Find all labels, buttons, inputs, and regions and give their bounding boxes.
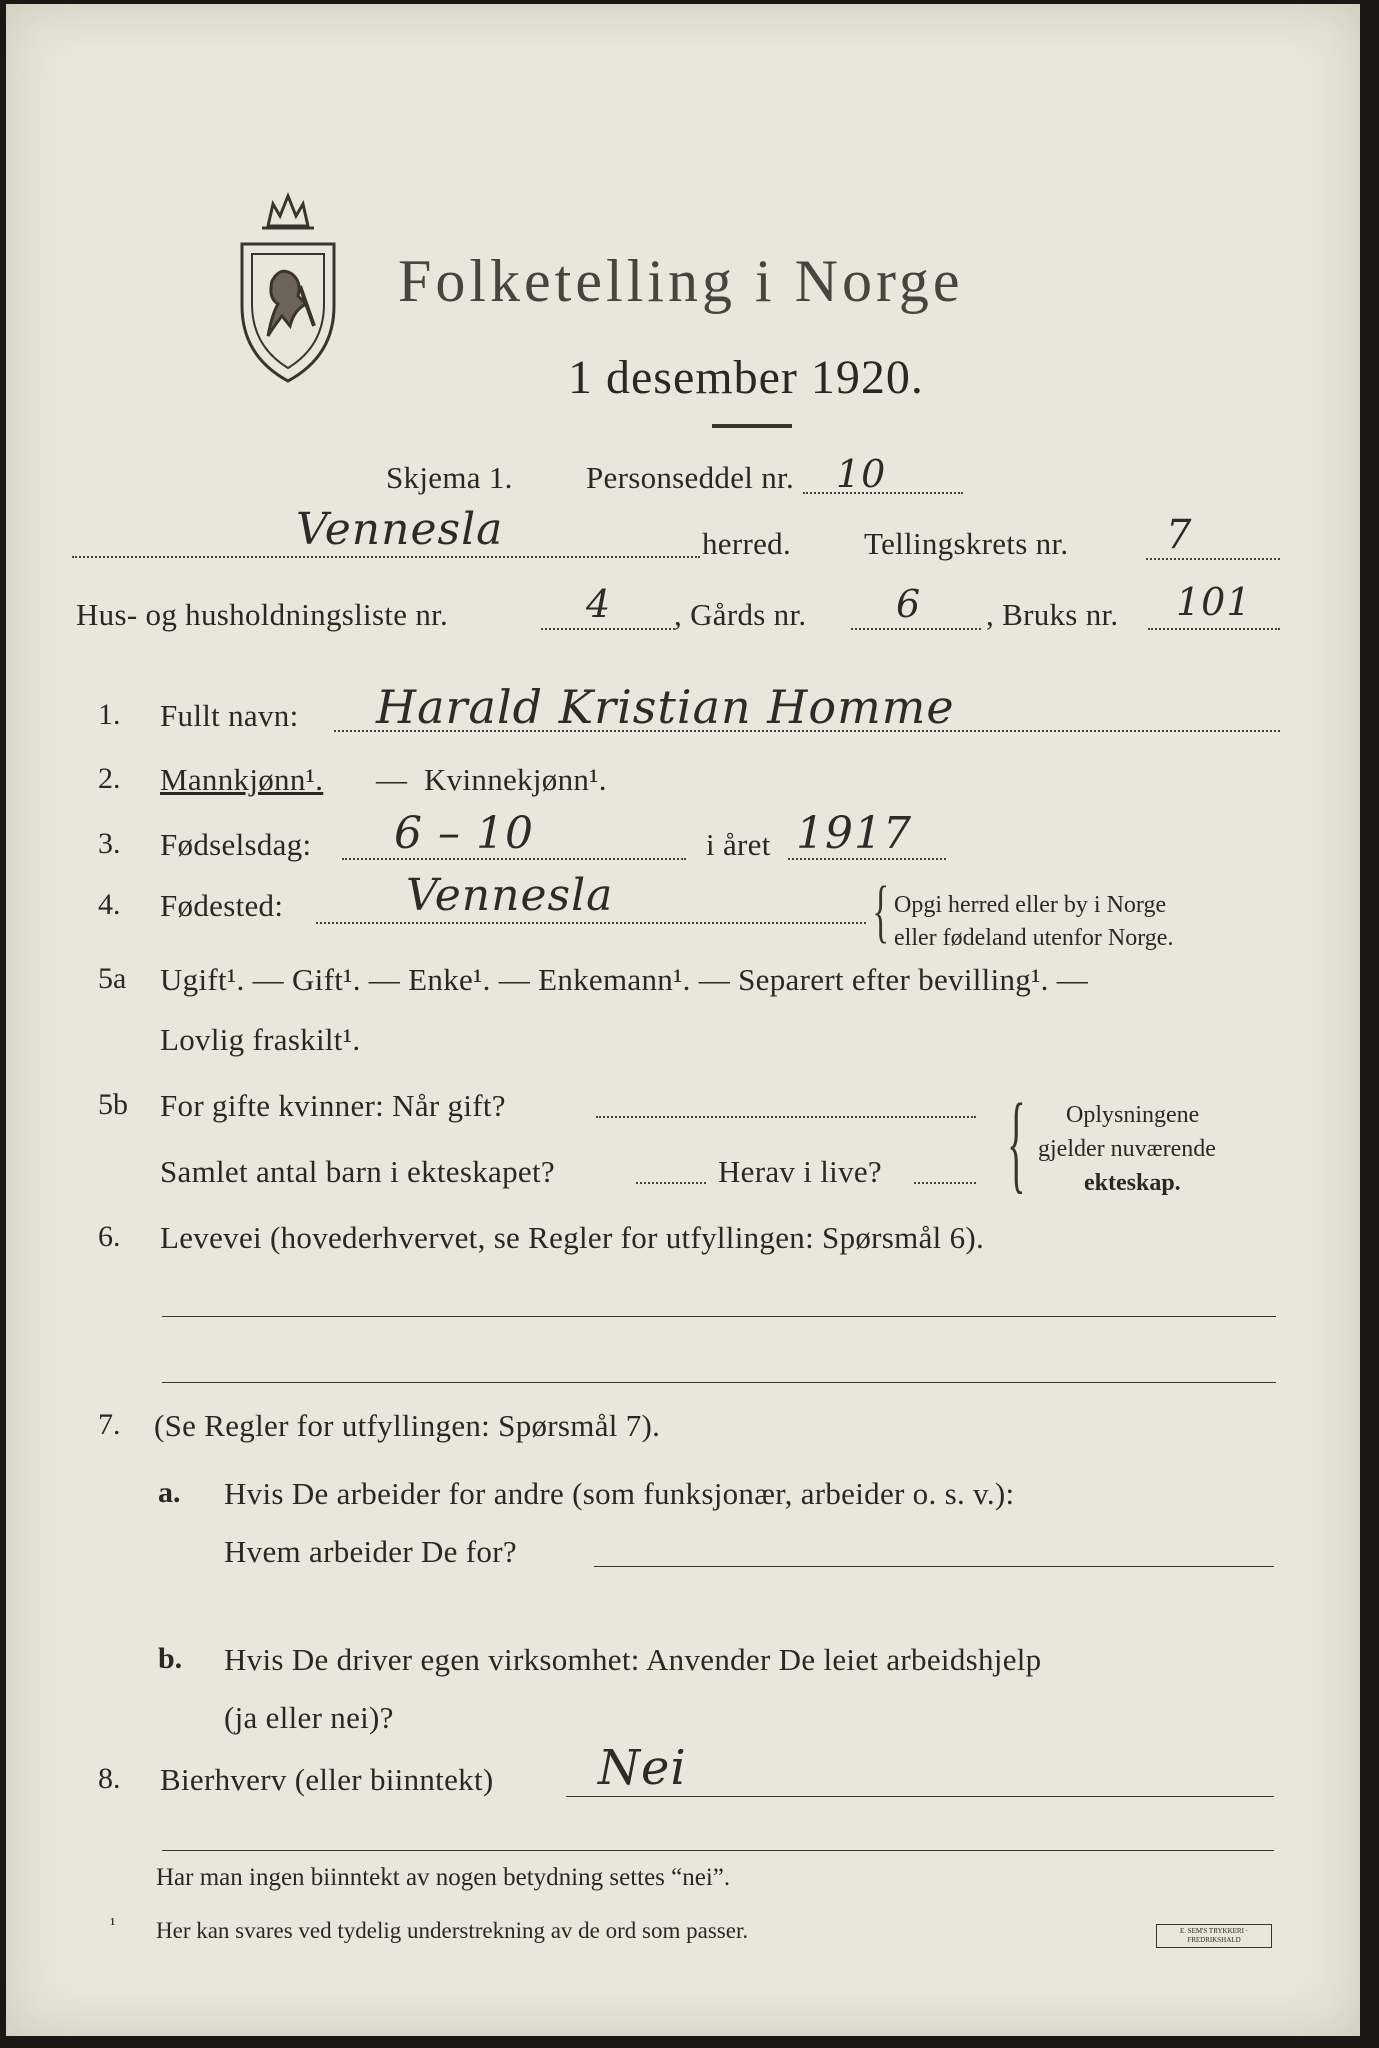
q6-label: Levevei (hovederhvervet, se Regler for utfyllingen: Spørsmål 6).	[160, 1220, 985, 1255]
tellingskrets-label: Tellingskrets nr.	[864, 526, 1069, 561]
q6-number: 6.	[98, 1220, 121, 1253]
husliste-label: Hus- og husholdningsliste nr.	[76, 597, 449, 632]
gards-field-line	[851, 628, 981, 630]
bruks-label: , Bruks nr.	[986, 597, 1119, 632]
birthdate-value[interactable]: 6 – 10	[394, 808, 534, 859]
q5b-children-line	[636, 1182, 706, 1184]
q3-number: 3.	[98, 827, 121, 860]
q7b-line2: (ja eller nei)?	[224, 1700, 394, 1735]
q5b-brace: {	[1007, 1081, 1026, 1203]
footer-note: Har man ingen biinntekt av nogen betydning settes “nei”.	[156, 1864, 731, 1891]
q1-number: 1.	[98, 698, 121, 731]
husliste-value[interactable]: 4	[586, 582, 612, 626]
personseddel-value[interactable]: 10	[836, 452, 887, 496]
q3-label: Fødselsdag:	[160, 827, 312, 862]
q5a-number: 5a	[98, 962, 127, 995]
gender-male-option[interactable]: Mannkjønn¹.	[160, 762, 324, 797]
herred-label: herred.	[702, 526, 792, 561]
census-form	[6, 4, 1360, 2036]
q6-answer-line-1	[162, 1316, 1276, 1317]
q8-number: 8.	[98, 1762, 121, 1795]
side-income-value[interactable]: Nei	[598, 1740, 687, 1796]
form-title: Folketelling i Norge	[398, 248, 964, 314]
q5b-number: 5b	[98, 1088, 128, 1121]
q8-answer-line-2	[162, 1850, 1274, 1851]
q5b-alive-line	[914, 1182, 976, 1184]
q5b-note-line1: Oplysningene	[1066, 1102, 1200, 1128]
q5b-alive-label: Herav i live?	[718, 1154, 882, 1189]
bruks-value[interactable]: 101	[1176, 580, 1252, 624]
bruks-field-line	[1148, 628, 1280, 630]
printer-stamp: E. SEM'S TRYKKERI · FREDRIKSHALD	[1156, 1924, 1272, 1948]
q2-number: 2.	[98, 762, 121, 795]
q5b-married-when-label: For gifte kvinner: Når gift?	[160, 1088, 506, 1123]
footnote-mark: ¹	[110, 1914, 116, 1934]
herred-value[interactable]: Vennesla	[296, 504, 504, 555]
q4-field-line	[316, 922, 866, 924]
q3-year-label: i året	[706, 827, 771, 862]
q5b-note-line3: ekteskap.	[1084, 1170, 1181, 1196]
q4-label: Fødested:	[160, 888, 284, 923]
q6-answer-line-2	[162, 1382, 1276, 1383]
q7a-number: a.	[158, 1476, 181, 1509]
q7a-line2: Hvem arbeider De for?	[224, 1534, 517, 1569]
gards-value[interactable]: 6	[896, 582, 922, 626]
q5b-children-label: Samlet antal barn i ekteskapet?	[160, 1154, 555, 1189]
personseddel-label: Personseddel nr.	[586, 460, 794, 495]
schema-label: Skjema 1.	[386, 460, 513, 495]
q4-brace: {	[872, 873, 890, 950]
herred-field-line	[72, 556, 700, 558]
q5b-married-when-line	[596, 1116, 976, 1118]
gender-female-option[interactable]: Kvinnekjønn¹.	[424, 762, 607, 797]
birthplace-value[interactable]: Vennesla	[406, 870, 614, 921]
footnote-text: Her kan svares ved tydelig understrekning av de ord som passer.	[156, 1918, 749, 1943]
marital-status-divorced[interactable]: Lovlig fraskilt¹.	[160, 1022, 361, 1057]
q7a-answer-line	[594, 1566, 1274, 1567]
tellingskrets-field-line	[1146, 558, 1280, 560]
gender-separator: —	[376, 762, 408, 797]
norwegian-lion-crest-icon	[228, 186, 348, 386]
husliste-field-line	[541, 628, 675, 630]
q7b-number: b.	[158, 1642, 183, 1675]
q7a-line1: Hvis De arbeider for andre (som funksjonær, arbeider o. s. v.):	[224, 1476, 1015, 1511]
q4-note-line1: Opgi herred eller by i Norge	[894, 892, 1167, 918]
form-date: 1 desember 1920.	[568, 351, 924, 404]
q5b-note-line2: gjelder nuværende	[1038, 1136, 1216, 1162]
birth-year-value[interactable]: 1917	[796, 808, 912, 859]
gards-label: , Gårds nr.	[674, 597, 807, 632]
q1-label: Fullt navn:	[160, 698, 299, 733]
q4-note-line2: eller fødeland utenfor Norge.	[894, 925, 1174, 951]
q8-label: Bierhverv (eller biinntekt)	[160, 1762, 494, 1797]
q8-answer-line	[566, 1796, 1274, 1797]
full-name-value[interactable]: Harald Kristian Homme	[376, 680, 955, 734]
q7b-line1: Hvis De driver egen virksomhet: Anvender De leiet arbeidshjelp	[224, 1642, 1042, 1677]
q7-number: 7.	[98, 1408, 121, 1441]
marital-status-options[interactable]: Ugift¹. — Gift¹. — Enke¹. — Enkemann¹. — Separert efter bevilling¹. —	[160, 962, 1089, 997]
title-divider	[712, 424, 792, 428]
tellingskrets-value[interactable]: 7	[1166, 512, 1193, 558]
q7-label: (Se Regler for utfyllingen: Spørsmål 7).	[154, 1408, 661, 1443]
q4-number: 4.	[98, 888, 121, 921]
